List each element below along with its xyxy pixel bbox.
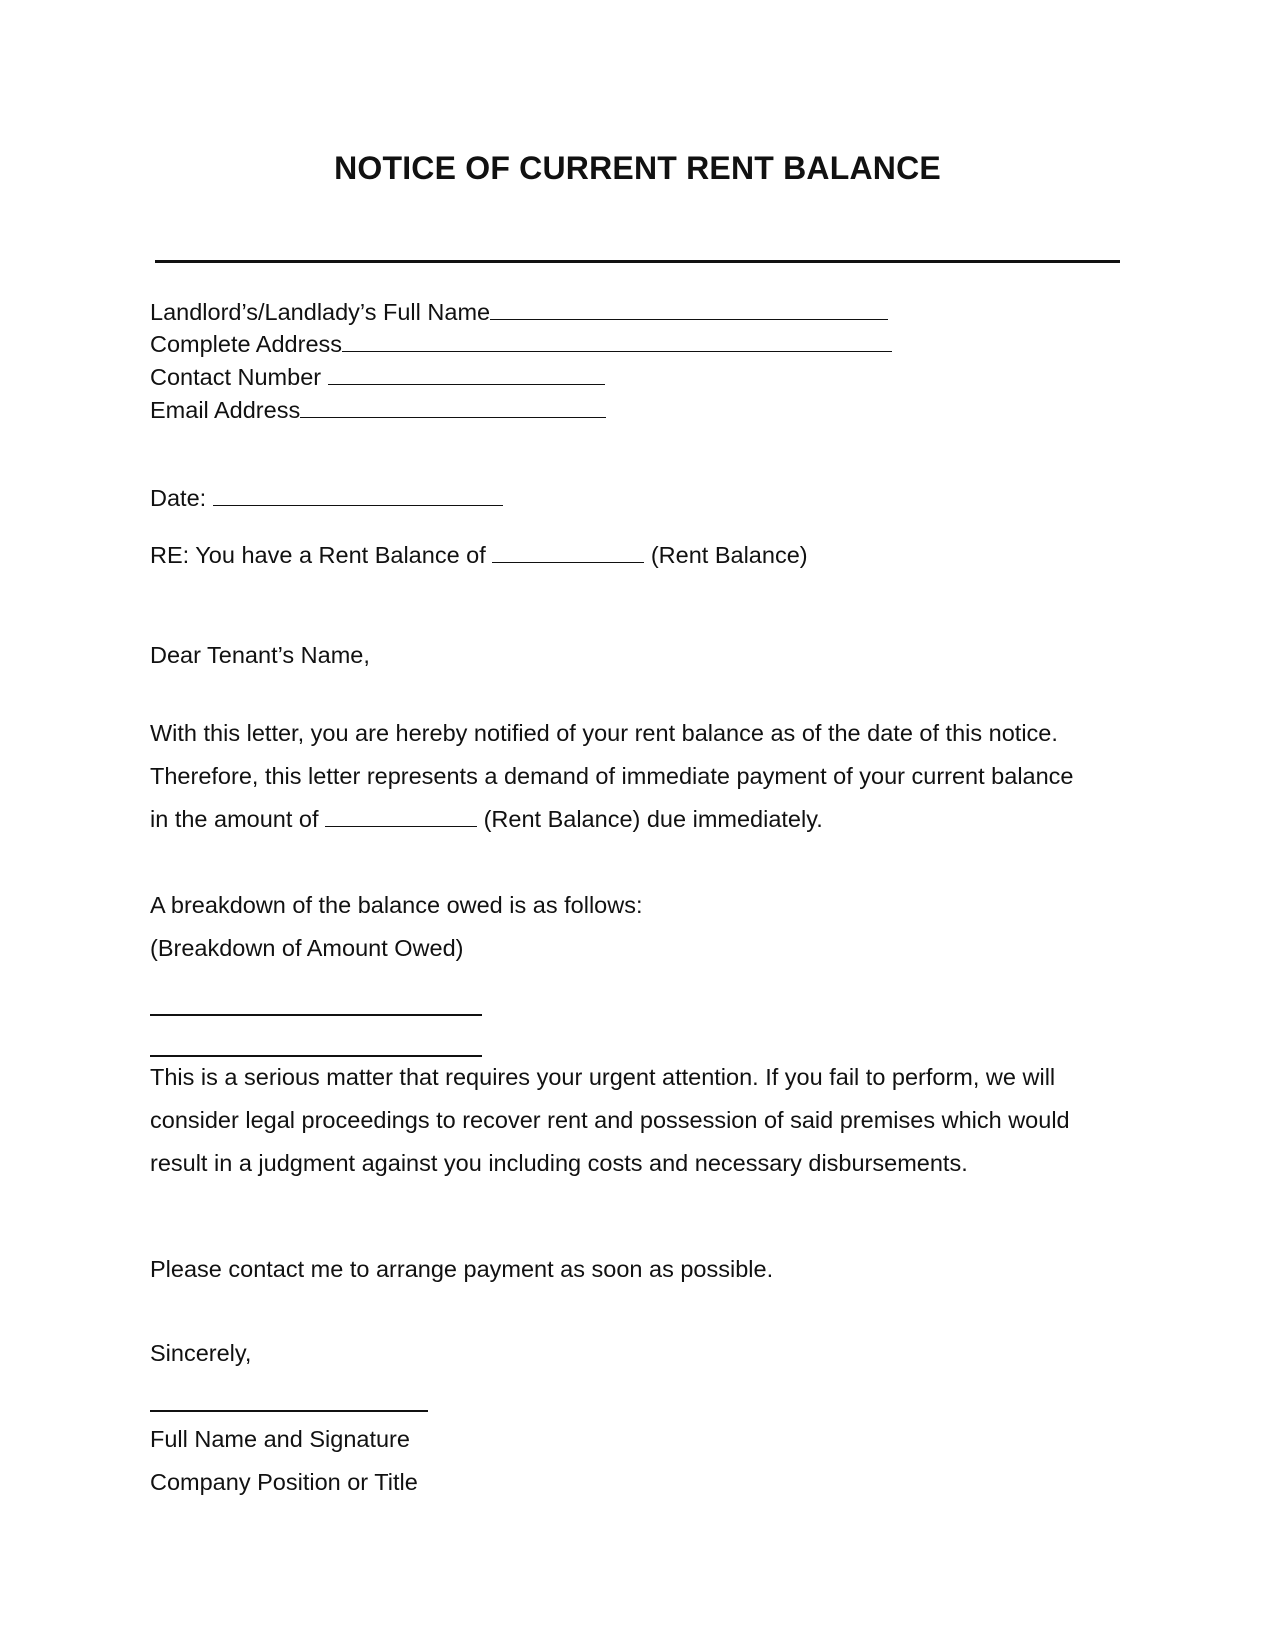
rent-balance-blank[interactable]: [492, 542, 644, 563]
contact-number-field: [150, 363, 605, 391]
notice-paragraph: [150, 712, 1150, 841]
landlord-name-label: Landlord’s/Landlady’s Full Name: [150, 299, 491, 325]
signature-name-line: Full Name and Signature: [150, 1426, 410, 1452]
re-line: [150, 541, 808, 569]
notice-line-2: Therefore, this letter represents a demand of immediate payment of your current balance: [150, 763, 1074, 789]
date-blank[interactable]: [213, 485, 503, 506]
email-label: Email Address: [150, 397, 301, 423]
notice-line-3-suffix: (Rent Balance) due immediately.: [477, 806, 823, 832]
date-field: [150, 484, 503, 512]
salutation: Dear Tenant’s Name,: [150, 642, 370, 668]
landlord-name-field: [150, 298, 888, 326]
page-title: NOTICE OF CURRENT RENT BALANCE: [334, 150, 941, 186]
notice-line-3-prefix: in the amount of: [150, 806, 326, 832]
re-line-prefix: RE: You have a Rent Balance of: [150, 542, 493, 568]
address-field: [150, 330, 892, 358]
contact-number-label: Contact Number: [150, 364, 328, 390]
email-field: [150, 396, 606, 424]
notice-line-3: [150, 798, 1150, 841]
breakdown-label: (Breakdown of Amount Owed): [150, 935, 464, 961]
title-divider: [155, 260, 1120, 263]
warning-line-2: consider legal proceedings to recover rent and possession of said premises which would: [150, 1107, 1070, 1133]
signoff: Sincerely,: [150, 1340, 252, 1366]
date-label: Date:: [150, 485, 213, 511]
signature-block: [150, 1418, 1150, 1504]
notice-line-1: With this letter, you are hereby notified of your rent balance as of the date of this notice.: [150, 720, 1058, 746]
breakdown-section: [150, 884, 1150, 970]
landlord-name-blank[interactable]: [490, 299, 888, 320]
email-blank[interactable]: [300, 397, 606, 418]
address-label: Complete Address: [150, 331, 343, 357]
re-line-suffix: (Rent Balance): [644, 542, 808, 568]
closing-request: Please contact me to arrange payment as soon as possible.: [150, 1256, 774, 1282]
signature-blank[interactable]: [150, 1410, 428, 1412]
breakdown-blank-1[interactable]: [150, 1014, 482, 1016]
amount-blank[interactable]: [325, 806, 477, 827]
warning-paragraph: [150, 1056, 1150, 1185]
warning-line-3: result in a judgment against you including costs and necessary disbursements.: [150, 1150, 968, 1176]
contact-number-blank[interactable]: [328, 364, 605, 385]
address-blank[interactable]: [342, 331, 892, 352]
breakdown-intro: A breakdown of the balance owed is as follows:: [150, 892, 643, 918]
warning-line-1: This is a serious matter that requires your urgent attention. If you fail to perform, we will: [150, 1064, 1056, 1090]
signature-title-line: Company Position or Title: [150, 1469, 418, 1495]
